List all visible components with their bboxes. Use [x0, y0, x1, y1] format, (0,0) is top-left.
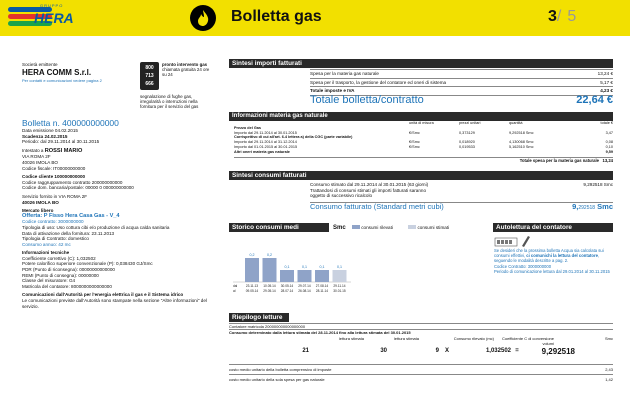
- chart-tick-label: 29.07.14: [298, 284, 311, 288]
- consumi-estimated: Consumo stimato dal 29.11.2014 al 30.01.2015 (63 giorni) 9,292518 Smc: [310, 182, 613, 187]
- unit-cost-row: costo medio unitario della sola spesa per gas naturale 1,42: [229, 374, 613, 384]
- materia-row: Altri oneri materia gas naturale 9,59: [234, 149, 613, 154]
- materia-row: Prezzo del Gas: [234, 125, 262, 130]
- chart-data-label: 0,1: [302, 265, 307, 269]
- unit-cost-row: costo medio unitario della bolletta comprensivo di imposte 2,43: [229, 364, 613, 374]
- chart-tick-label: 09.05.14: [245, 289, 259, 293]
- letture-section: [229, 323, 613, 384]
- contract-type: Tipologia di Contratto: domestico: [22, 236, 89, 242]
- page-title: Bolletta gas: [231, 8, 322, 25]
- page-header: [0, 0, 630, 36]
- sintesi-row: Spesa per il trasporto, la gestione del contatore ed oneri di sistema 5,17 €: [310, 79, 613, 85]
- tech-line: Matricola del contatore: 8000000000000000: [22, 283, 112, 289]
- storico-legend: Smc consumi rilevati consumi stimati: [333, 225, 450, 231]
- chart-tick-label: 23.11.13: [245, 284, 259, 288]
- materia-row: Corrispettivo di cui all'art. 6.4 lettera a) della CGC (parte variabile): [234, 135, 353, 140]
- meter-number: Contatore matricola 200000000000000000: [229, 323, 613, 329]
- sintesi-total: Totale bolletta/contratto 22,64 €: [310, 93, 613, 106]
- materia-row: Importo dal 01.01.2015 al 30.01.2015 €/Smc 0,019533 5,162510 Smc 0,10: [234, 144, 613, 149]
- chart-bar: [298, 270, 312, 282]
- sintesi-table: [310, 69, 613, 106]
- offer-name: Offerta: P Fisso Hera Casa Gas - V_4: [22, 212, 120, 219]
- due-date: Scadenza 24.02.2015: [22, 133, 68, 139]
- tech-line: PDR (Punto di riconsegna): 00000000000000: [22, 267, 115, 273]
- authority-text: Le comunicazioni previste dall'Autorità sono stampate nella sezione "Altre informazioni" del servizio.: [22, 298, 207, 309]
- page-indicator: 3/ 5: [548, 8, 577, 25]
- chart-data-label: 0,2: [249, 253, 255, 257]
- market-label: Mercato libero: [22, 208, 54, 214]
- chart-tick-label: 30.05.14: [280, 284, 294, 288]
- legend-swatch-est: [408, 225, 416, 229]
- seller-name: HERA COMM S.r.l.: [22, 67, 92, 77]
- materia-col-headers: unità di misura prezzi unitari quantità totale €: [409, 121, 613, 125]
- chart-bar: [333, 270, 347, 282]
- letture-col-headers: lettura stimata lettura stimata Consumo rilevato (mc) Coefficiente C di conversione volumi Smc: [338, 336, 613, 346]
- chart-bar: [263, 258, 277, 282]
- annual-consumption: Consumo annuo: 42 mc: [22, 241, 71, 247]
- materia-row: Importo dal 29.11.2014 al 30.01.2015 €/Smc 0,373129 9,292518 Smc 3,47: [234, 130, 613, 135]
- customer-street: VIA ROMA 2F: [22, 154, 51, 160]
- customer-column: [22, 62, 208, 309]
- chart-tick-label: 30.01.15: [333, 289, 346, 293]
- chart-tick-label: 27.08.14: [315, 284, 329, 288]
- emergency-sub: chiamata gratuita 24 ore su 24: [162, 67, 210, 78]
- tech-line: Coefficiente correttivo (C): 1,032502: [22, 255, 96, 261]
- consumi-total: Consumo fatturato (Standard metri cubi) 9,292518 Smc: [310, 201, 613, 211]
- section-bar-autolettura: Autolettura del contatore: [493, 223, 613, 232]
- chart-data-label: 0,1: [284, 265, 290, 269]
- client-code: Codice cliente 100000000000: [22, 174, 86, 180]
- section-bar-storico: Storico consumi medi giornalieri: [229, 223, 329, 232]
- tech-line: Potere calorifico superiore convenzionale (P): 0,038430 GJ/Smc: [22, 261, 153, 267]
- legend-swatch-real: [352, 225, 360, 229]
- chart-from-label: dal: [233, 284, 238, 288]
- autolettura-box: [494, 234, 613, 274]
- meter-icon: [494, 234, 613, 248]
- tech-line: Classe del misuratore: G4: [22, 278, 76, 284]
- chart-data-label: 0,2: [267, 253, 272, 257]
- hera-logo: GRUPPO HERA: [8, 3, 70, 33]
- flame-icon: [190, 5, 216, 31]
- consumi-note: Trattandosi di consumi stimati gli importi fatturati saranno oggetto di successivo ricalcolo: [310, 187, 426, 199]
- materia-total: Totale spesa per la materia gas naturale 13,24: [234, 157, 613, 164]
- chart-tick-label: 29.11.14: [333, 284, 346, 288]
- materia-rows: [234, 121, 613, 163]
- chart-tick-label: 10.05.14: [263, 284, 276, 288]
- supply-city: 40026 IMOLA BO: [22, 199, 59, 205]
- autolettura-code: Codice Contratto: 3000000000: [494, 263, 552, 269]
- customer-city: 40026 IMOLA BO: [22, 159, 59, 165]
- section-bar-materia: Informazioni materia gas naturale: [229, 112, 613, 121]
- issue-date: Data emissione 04.02.2015: [22, 128, 78, 133]
- bill-number: Bolletta n. 400000000000: [22, 118, 119, 128]
- activation-date: Data di attivazione della fornitura: 23.11.2013: [22, 230, 115, 236]
- chart-bar: [245, 258, 259, 282]
- chart-data-label: 0,1: [319, 265, 325, 269]
- emergency-title: pronto intervento gas: [162, 62, 208, 67]
- contract-code: Codice contratto: 3000000000: [22, 219, 84, 225]
- autolettura-period: Periodo di comunicazione lettura dal 29.01.2014 al 30.11.2015: [494, 268, 610, 274]
- supply-address: Servizio fornito in VIA ROMA 2F: [22, 193, 88, 199]
- section-bar-consumi: Sintesi consumi fatturati: [229, 171, 613, 180]
- autolettura-text: Se desideri che la prossima bolletta Acqua sia calcolata sui consumi effettivi, ci comunichi la lettura del contatore, seguendo le modalità descritte a pag. 2.: [494, 248, 604, 264]
- letture-estimated-line: Consumo determinato dalla lettura stimata del 28.11.2014 fino alla lettura stimata del 30.01.2015: [229, 329, 613, 335]
- sdd-code: Codice dom. bancaria/postale: 00000 0 000000000000: [22, 185, 134, 191]
- chart-tick-label: 26.08.14: [298, 289, 311, 293]
- chart-bar: [315, 270, 329, 282]
- chart-to-label: al: [233, 289, 236, 293]
- use-type: Tipologia di uso: Uso cottura cibi e/o produzione di acqua calda sanitaria: [22, 224, 170, 230]
- chart-data-label: 0,1: [337, 265, 342, 269]
- letture-values: 21 30 9 X 1,032502 = 9,292518: [302, 346, 575, 356]
- chart-tick-label: 28.11.14: [315, 289, 329, 293]
- emergency-number-badge: 800 713 666: [140, 62, 159, 90]
- chart-tick-label: 29.05.14: [263, 289, 276, 293]
- authority-title: Comunicazioni dall'Autorità per l'energia elettrica il gas e il Sistema idrico: [22, 292, 184, 298]
- sintesi-row: Spesa per la materia gas naturale 13,24 €: [310, 71, 613, 76]
- materia-row: Importo dal 29.11.2014 al 31.12.2014 €/Smc 0,018920 4,130068 Smc 0,08: [234, 140, 613, 145]
- emergency-text: segnalazione di fughe gas, irregolarità o interruzioni nella fornitura per il servizio del gas: [140, 94, 199, 110]
- section-bar-letture: Riepilogo letture: [229, 313, 289, 322]
- group-code: Codice raggruppamento contratto 200000000000: [22, 179, 123, 185]
- consumi-section: [310, 182, 613, 211]
- chart-tick-label: 28.07.14: [280, 289, 294, 293]
- chart-bar: [280, 270, 294, 282]
- consumption-chart: [229, 234, 491, 304]
- tech-info-label: Informazioni tecniche: [22, 250, 70, 256]
- bill-period: Periodo: dal 29.11.2014 al 30.11.2015: [22, 139, 100, 145]
- seller-contact-note: Per contatti e comunicazioni vedere pagina 2: [22, 77, 102, 83]
- tech-line: REMI (Punto di consegna): 00000000: [22, 272, 99, 278]
- fiscal-code: Codice fiscale: IT00000000000: [22, 165, 86, 171]
- section-bar-sintesi: Sintesi importi fatturati: [229, 59, 613, 68]
- seller-label: Società emittente: [22, 62, 58, 67]
- customer-name: Intestato a ROSSI MARIO: [22, 147, 83, 154]
- sintesi-row: Totale imposte e IVA 4,23 €: [310, 88, 613, 94]
